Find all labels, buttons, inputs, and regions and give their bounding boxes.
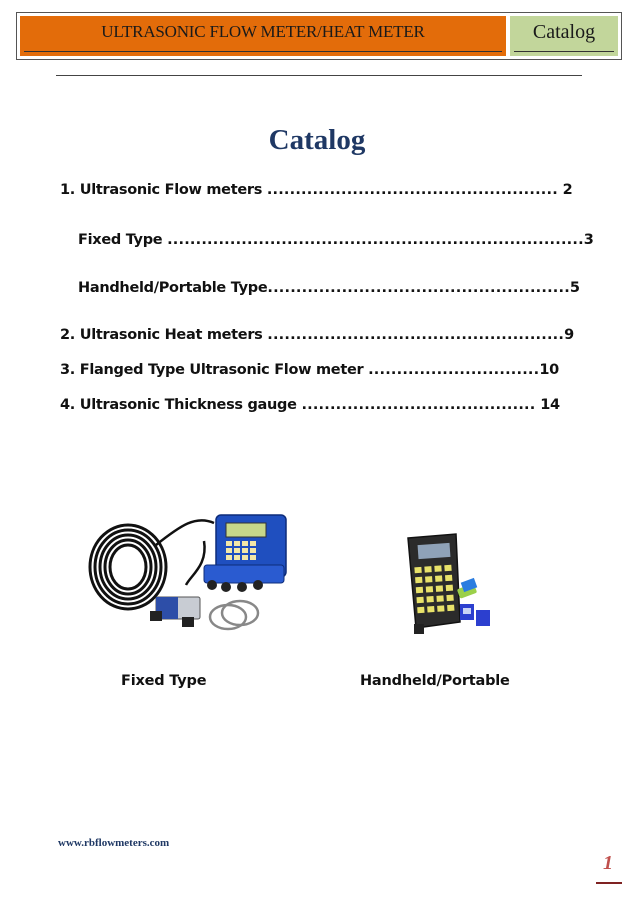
- handheld-portable-caption: Handheld/Portable: [360, 673, 510, 689]
- page-number: 1: [603, 852, 613, 874]
- toc-entry-handheld-type[interactable]: [78, 280, 580, 296]
- cable-coil-icon: [90, 525, 166, 609]
- toc-page-number: 10: [539, 362, 559, 378]
- pipe-clamp-icon: [210, 601, 258, 629]
- transmitter-unit-icon: [204, 515, 286, 592]
- toc-entry-label: Handheld/Portable Type: [78, 280, 268, 296]
- toc-entry-label: 2. Ultrasonic Heat meters: [60, 327, 268, 343]
- handheld-flow-meter-photo: [380, 530, 498, 642]
- toc-entry-label: 1. Ultrasonic Flow meters: [60, 182, 267, 198]
- toc-entry-label: 4. Ultrasonic Thickness gauge: [60, 397, 302, 413]
- handheld-device-icon: [408, 534, 460, 634]
- header-section-underline: [514, 51, 614, 52]
- header-title-underline: [24, 51, 502, 52]
- toc-page-number: 14: [535, 397, 560, 413]
- toc-entry-heat-meters[interactable]: [60, 327, 574, 343]
- toc-entry-flanged-type[interactable]: [60, 362, 559, 378]
- fixed-type-caption: Fixed Type: [121, 673, 207, 689]
- toc-entry-flow-meters[interactable]: [60, 182, 572, 198]
- toc-entry-label: 3. Flanged Type Ultrasonic Flow meter: [60, 362, 369, 378]
- page-number-underline: [596, 882, 622, 884]
- toc-leader-dots: .....................................................: [267, 280, 570, 296]
- toc-page-number: 3: [583, 232, 594, 248]
- footer-website-link[interactable]: www.rbflowmeters.com: [58, 837, 170, 849]
- toc-page-number: 2: [557, 182, 573, 198]
- toc-page-number: 9: [564, 327, 574, 343]
- header-section-label: Catalog: [532, 21, 596, 43]
- toc-entry-label: Fixed Type: [78, 232, 168, 248]
- toc-leader-dots: ..............................: [368, 362, 540, 378]
- top-divider: [56, 75, 582, 76]
- toc-leader-dots: ...................................................: [266, 182, 558, 198]
- toc-leader-dots: .........................................................................: [167, 232, 584, 248]
- document-title: Catalog: [268, 124, 366, 156]
- toc-entry-fixed-type[interactable]: [78, 232, 594, 248]
- toc-entry-thickness-gauge[interactable]: [60, 397, 560, 413]
- fixed-type-flow-meter-photo: [86, 505, 298, 645]
- transducer-icon: [150, 597, 200, 627]
- toc-leader-dots: .........................................: [301, 397, 536, 413]
- header-title: ULTRASONIC FLOW METER/HEAT METER: [101, 22, 425, 41]
- toc-leader-dots: ....................................................: [267, 327, 565, 343]
- sensor-probe-icon: [457, 578, 490, 626]
- toc-page-number: 5: [569, 280, 580, 296]
